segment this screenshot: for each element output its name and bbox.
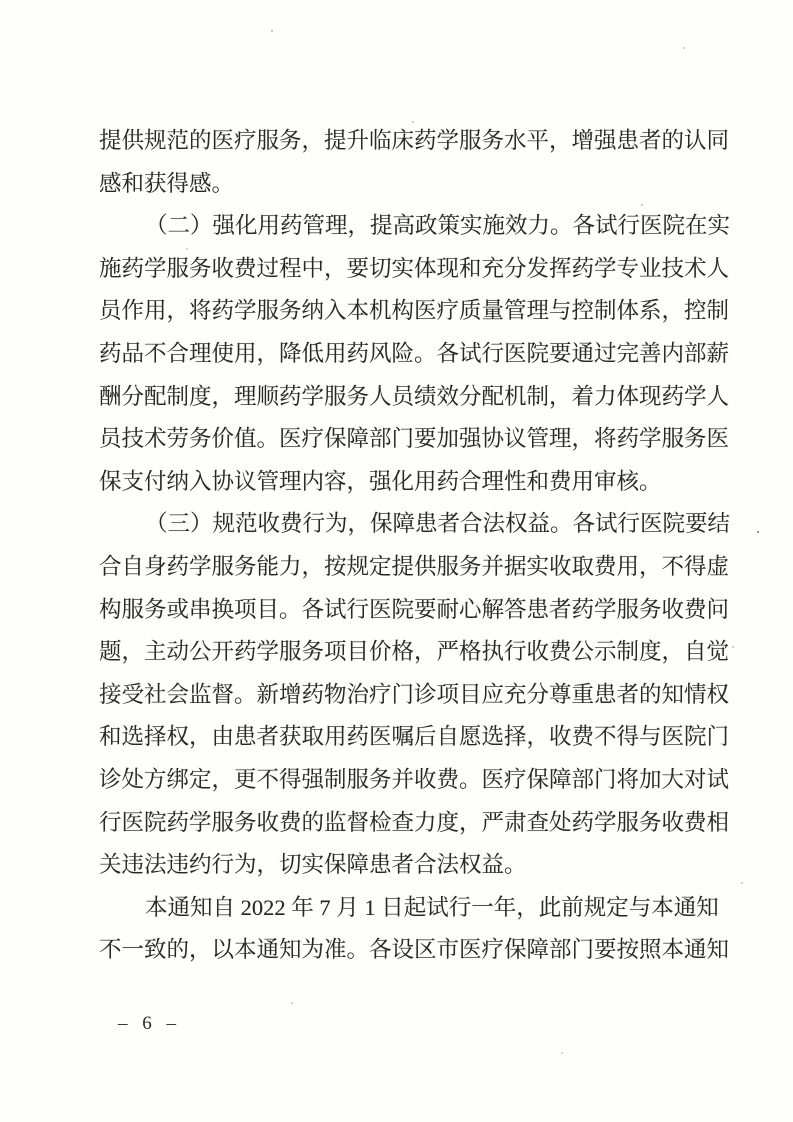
document-line: 保支付纳入协议管理内容，强化用药合理性和费用审核。 [99,468,662,494]
document-line: 药品不合理使用，降低用药风险。各试行医院要通过完善内部薪 [99,340,730,366]
document-line: 不一致的，以本通知为准。各设区市医疗保障部门要按照本通知 [99,937,730,963]
document-line: 本通知自 2022 年 7 月 1 日起试行一年，此前规定与本通知 [145,894,719,920]
document-line: （三）规范收费行为，保障患者合法权益。各试行医院要结 [145,511,731,537]
document-line: 接受社会监督。新增药物治疗门诊项目应充分尊重患者的知情权 [99,681,730,707]
document-line: 构服务或串换项目。各试行医院要耐心解答患者药学服务收费问 [99,596,730,622]
document-line: 行医院药学服务收费的监督检查力度，严肃查处药学服务收费相 [99,809,730,835]
document-line: 员作用，将药学服务纳入本机构医疗质量管理与控制体系，控制 [99,298,730,324]
document-line: 和选择权，由患者获取用药医嘱后自愿选择，收费不得与医院门 [99,724,730,750]
document-line: 提供规范的医疗服务，提升临床药学服务水平，增强患者的认同 [99,128,730,153]
document-line: 题，主动公开药学服务项目价格，严格执行收费公示制度，自觉 [99,639,730,665]
document-line: 关违法违约行为，切实保障患者合法权益。 [99,852,527,878]
document-line: 诊处方绑定，更不得强制服务并收费。医疗保障部门将加大对试 [99,766,730,792]
document-line: （二）强化用药管理，提高政策实施效力。各试行医院在实 [145,213,731,239]
document-line: 感和获得感。 [99,170,235,196]
document-line: 合自身药学服务能力，按规定提供服务并据实收取费用，不得虚 [99,553,730,579]
scan-speckles [0,0,2,2]
document-line: 酬分配制度，理顺药学服务人员绩效分配机制，着力体现药学人 [99,383,730,409]
document-line: 施药学服务收费过程中，要切实体现和充分发挥药学专业技术人 [99,255,730,281]
document-line: 员技术劳务价值。医疗保障部门要加强协议管理，将药学服务医 [99,426,730,452]
page-number: – 6 – [118,1013,181,1034]
document-text-block [99,120,731,972]
